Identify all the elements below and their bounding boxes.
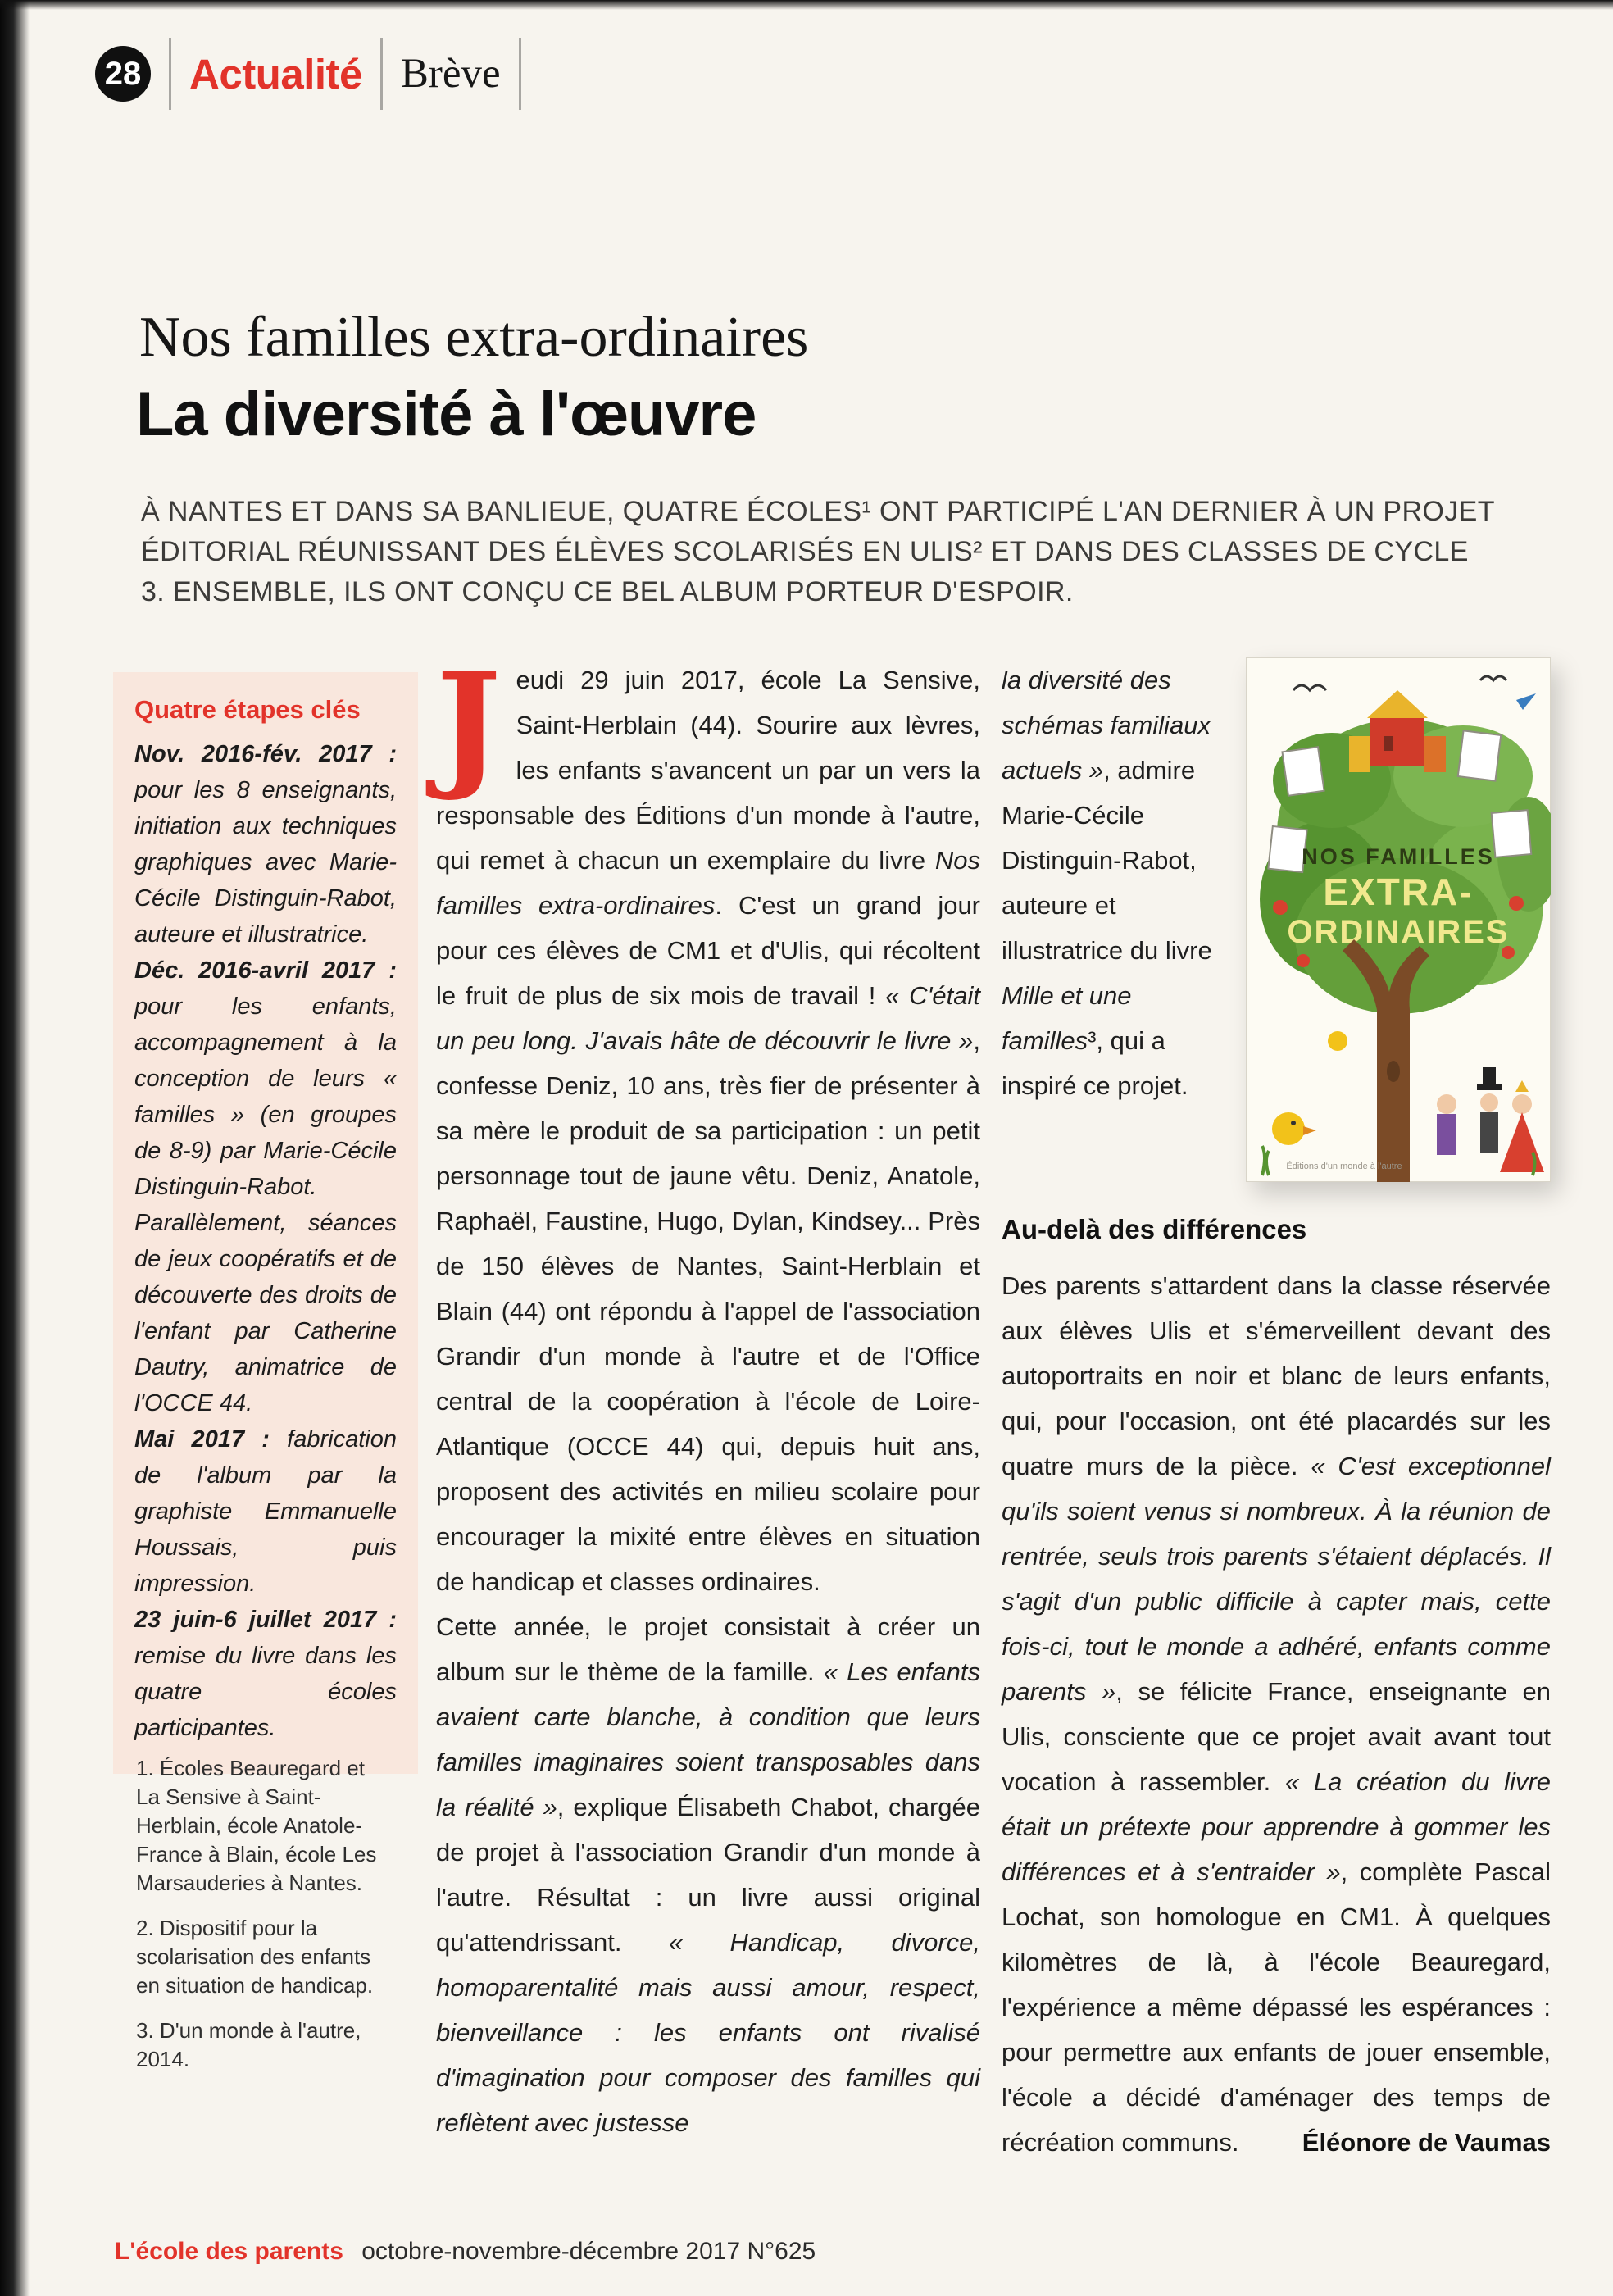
- sidebar-step: [134, 1602, 397, 1746]
- step-date: Déc. 2016-avril 2017 :: [134, 957, 397, 984]
- article-paragraph-3: [1002, 1263, 1551, 2165]
- book-cover: [1246, 657, 1551, 1182]
- scan-edge-top: [0, 0, 1613, 10]
- sidebar-step: [134, 952, 397, 1421]
- scan-edge-left: [0, 0, 30, 2296]
- step-date: Nov. 2016-fév. 2017 :: [134, 741, 397, 767]
- cover-title-line1: NOS FAMILLES: [1302, 844, 1495, 869]
- footnote-3: [136, 2016, 387, 2074]
- step-text: pour les enfants, accompagnement à la conception de leurs « familles » (en groupes de 8-9) par Marie-Cécile Distinguin-Rabot. Parallèlement, séances de jeux coopératifs et de découverte des droits de l'enfant par Catherine Dautry, animatrice de l'OCCE 44.: [134, 993, 397, 1416]
- sidebar-key-steps: [113, 672, 418, 1774]
- right-column-top: [1002, 657, 1551, 1182]
- paragraph-text: eudi 29 juin 2017, école La Sensive, Saint-Herblain (44). Sourire aux lèvres, les enfants s'avancent un par un vers la responsable des Éditions d'un monde à l'autre, qui remet à chacun un exemplaire du livre Nos familles extra-ordinaires. C'est un grand jour pour ces élèves de CM1 et d'Ulis, qui récoltent le fruit de plus de six mois de travail ! « C'était un peu long. J'avais hâte de découvrir le livre », confesse Deniz, 10 ans, très fier de présenter à sa mère le produit de sa participation : un petit personnage tout de jaune vêtu. Deniz, Anatole, Raphaël, Faustine, Hugo, Dylan, Kindsey... Près de 150 élèves de Nantes, Saint-Herblain et Blain (44) ont répondu à l'appel de l'association Grandir d'un monde à l'autre et de l'Office central de la coopération à l'école de Loire-Atlantique (OCCE 44) qui, depuis huit ans, proposent des activités en milieu scolaire pour encourager la mixité entre élèves en situation de handicap et classes ordinaires.: [436, 666, 981, 1596]
- step-date: 23 juin-6 juillet 2017 :: [134, 1607, 397, 1633]
- article-kicker: Nos familles extra-ordinaires: [139, 306, 809, 369]
- header-divider: [519, 38, 521, 110]
- author-byline: Éléonore de Vaumas: [1302, 2128, 1551, 2157]
- header-divider: [169, 38, 171, 110]
- step-text: remise du livre dans les quatre écoles participantes.: [134, 1643, 397, 1741]
- page-header: [95, 36, 539, 111]
- cover-publisher-line: Éditions d'un monde à l'autre: [1286, 1162, 1402, 1171]
- step-text: fabrication de l'album par la graphiste Emmanuelle Houssais, puis impression.: [134, 1426, 397, 1597]
- dropcap: J: [436, 642, 502, 804]
- article-paragraph-continuation: [1002, 657, 1216, 1182]
- step-text: pour les 8 enseignants, initiation aux techniques graphiques avec Marie-Cécile Distinguin-Rabot, auteure et illustratrice.: [134, 777, 397, 948]
- sidebar-step: [134, 736, 397, 952]
- footnote-text: Dispositif pour la scolarisation des enfants en situation de handicap.: [136, 1916, 374, 1998]
- article-column-main: [436, 642, 981, 2145]
- article-column-right: [1002, 657, 1551, 2165]
- footnote-number: 3.: [136, 2018, 154, 2043]
- cover-title-line2: EXTRA-: [1323, 871, 1474, 913]
- cover-title-line3: ORDINAIRES: [1287, 914, 1510, 950]
- subheading: Au-delà des différences: [1002, 1214, 1307, 1244]
- footnote-2: [136, 1914, 387, 2000]
- article-title: La diversité à l'œuvre: [136, 380, 757, 449]
- footnote-number: 2.: [136, 1916, 154, 1940]
- page-number-badge: 28: [95, 46, 151, 102]
- magazine-title: L'école des parents: [115, 2238, 343, 2265]
- article-paragraph-1: [436, 642, 981, 1604]
- paragraph-text: Cette année, le projet consistait à créer un album sur le thème de la famille. « Les enfants avaient carte blanche, à condition que leurs familles imaginaires soient transposables dans la réalité », explique Élisabeth Chabot, chargée de projet à l'association Grandir d'un monde à l'autre. Résultat : un livre aussi original qu'attendrissant. « Handicap, divorce, homoparentalité mais aussi amour, respect, bienveillance : les enfants ont rivalisé d'imagination pour composer des familles qui reflètent avec justesse: [436, 1612, 981, 2137]
- sidebar-step: [134, 1421, 397, 1602]
- book-cover-illustration: [1246, 657, 1551, 1182]
- article-standfirst: À NANTES ET DANS SA BANLIEUE, QUATRE ÉCOLES¹ ONT PARTICIPÉ L'AN DERNIER À UN PROJET ÉDITORIAL RÉUNISSANT DES ÉLÈVES SCOLARISÉS EN ULIS² ET DANS DES CLASSES DE CYCLE 3. ENSEMBLE, ILS ONT CONÇU CE BEL ALBUM PORTEUR D'ESPOIR.: [141, 496, 1495, 607]
- step-date: Mai 2017 :: [134, 1426, 270, 1453]
- issue-info: octobre-novembre-décembre 2017 N°625: [361, 2238, 816, 2265]
- paragraph-text: Des parents s'attardent dans la classe réservée aux élèves Ulis et s'émerveillent devant des autoportraits en noir et blanc de leurs enfants, qui, pour l'occasion, ont été placardés sur les quatre murs de la pièce. « C'est exceptionnel qu'ils soient venus si nombreux. À la réunion de rentrée, seuls trois parents s'étaient déplacés. Il s'agit d'un public difficile à capter mais, cette fois-ci, tout le monde a adhéré, enfants comme parents », se félicite France, enseignante en Ulis, consciente que ce projet avait avant tout vocation à rassembler. « La création du livre était un prétexte pour apprendre à gommer les différences et à s'entraider », complète Pascal Lochat, son homologue en CM1. À quelques kilomètres de là, à l'école Beauregard, l'expérience a même dépassé les espérances : pour permettre aux enfants de jouer ensemble, l'école a décidé d'aménager des temps de récréation communs.: [1002, 1271, 1552, 2157]
- header-divider: [380, 38, 383, 110]
- page-footer: [115, 2238, 816, 2266]
- sidebar-heading: Quatre étapes clés: [134, 695, 361, 724]
- section-label: Actualité: [189, 50, 362, 98]
- article-paragraph-2: [436, 1604, 980, 2145]
- footnote-number: 1.: [136, 1756, 154, 1780]
- subsection-label: Brève: [400, 51, 501, 97]
- paragraph-text: la diversité des schémas familiaux actuels », admire Marie-Cécile Distinguin-Rabot, auteure et illustratrice du livre Mille et une familles³, qui a inspiré ce projet.: [1002, 666, 1212, 1100]
- footnotes: [136, 1754, 387, 2090]
- footnote-text: D'un monde à l'autre, 2014.: [136, 2018, 361, 2071]
- footnote-1: [136, 1754, 387, 1898]
- footnote-text: Écoles Beauregard et La Sensive à Saint-Herblain, école Anatole-France à Blain, école Les Marsauderies à Nantes.: [136, 1756, 377, 1895]
